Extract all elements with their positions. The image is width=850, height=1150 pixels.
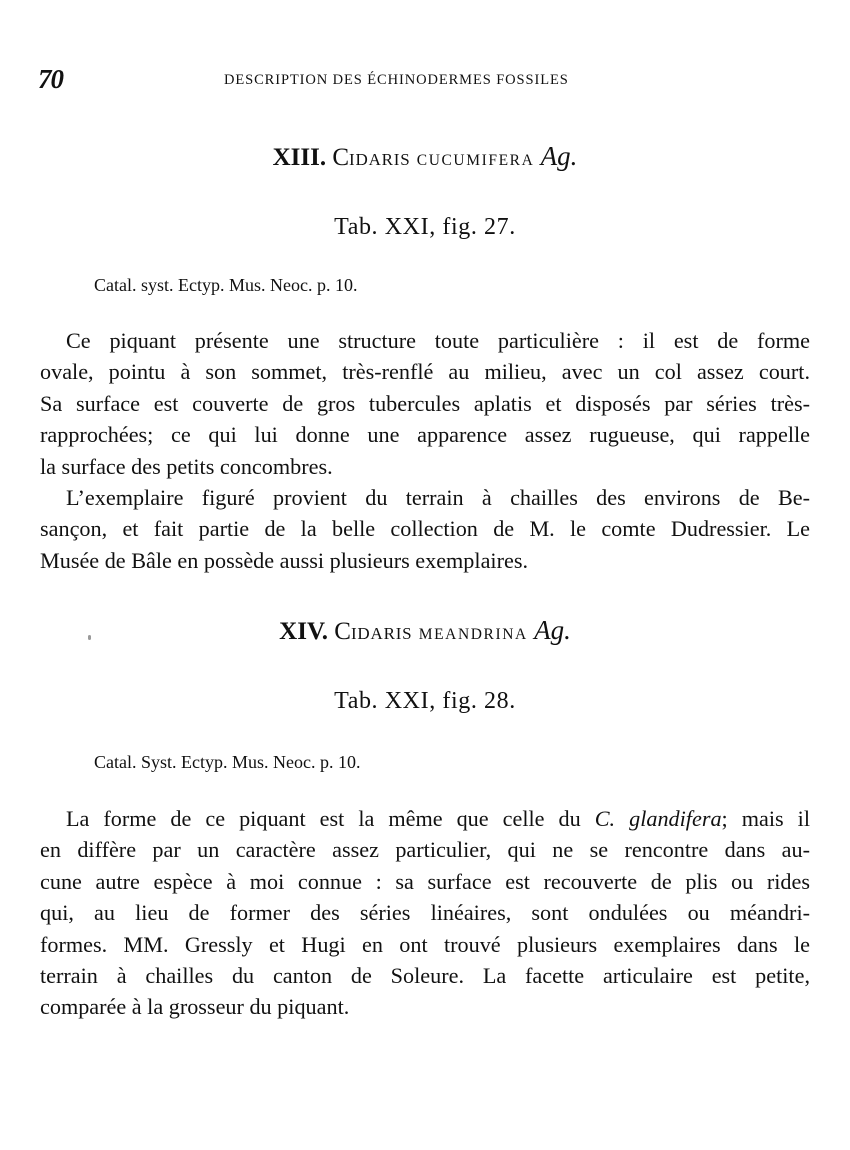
text-line: la surface des petits concombres. [40, 453, 333, 479]
text-line: terrain à chailles du canton de Soleure. La facette articulaire est petite, [40, 963, 810, 989]
genus-name: CIDARIS [332, 144, 411, 171]
text-line: L’exemplaire figuré provient du terrain à chailles des environs de Be- [66, 485, 810, 510]
catalogue-reference: Catal. syst. Ectyp. Mus. Neoc. p. 10. [94, 275, 358, 295]
text-line: en diffère par un caractère assez particulier, qui ne se rencontre dans au- [40, 837, 810, 863]
section-heading-xiii [0, 141, 850, 172]
text-line: Ce piquant présente une structure toute particulière : il est de forme [66, 328, 810, 353]
paragraph-provenance [40, 482, 810, 576]
text-line: La forme de ce piquant est la même que celle du C. glandifera; mais il [66, 806, 810, 831]
author-abbrev: Ag. [540, 141, 578, 171]
genus-name: CIDARIS [334, 618, 413, 645]
text-line: ovale, pointu à son sommet, très-renflé au milieu, avec un col assez court. [40, 359, 810, 385]
text-line: comparée à la grosseur du piquant. [40, 994, 350, 1020]
text-line: cune autre espèce à moi connue : sa surface est recouverte de plis ou rides [40, 868, 810, 894]
section-numeral: XIII. [272, 144, 327, 171]
running-title: DESCRIPTION DES ÉCHINODERMES FOSSILES [224, 72, 569, 88]
author-abbrev: Ag. [534, 615, 571, 645]
plate-reference: Tab. XXI, fig. 27. [334, 214, 516, 240]
text-line: sançon, et fait partie de la belle collection de M. le comte Dudressier. Le [40, 516, 810, 542]
paragraph-description [40, 803, 810, 1023]
species-citation: C. glandifera [594, 806, 722, 831]
text-line: rapprochées; ce qui lui donne une apparence assez rugueuse, qui rappelle [40, 422, 810, 448]
catalogue-reference: Catal. Syst. Ectyp. Mus. Neoc. p. 10. [94, 752, 361, 772]
section-heading-xiv [0, 615, 850, 646]
section-numeral: XIV. [279, 618, 329, 645]
species-name: CUCUMIFERA [416, 152, 535, 169]
page-number: 70 [38, 64, 63, 94]
text-line: qui, au lieu de former des séries linéaires, sont ondulées ou méandri- [40, 900, 810, 926]
text-line: Musée de Bâle en possède aussi plusieurs exemplaires. [40, 547, 528, 573]
plate-reference: Tab. XXI, fig. 28. [334, 688, 516, 714]
species-name: MEANDRINA [418, 626, 528, 643]
paragraph-description [40, 325, 810, 482]
running-head [38, 64, 638, 98]
text-line: Sa surface est couverte de gros tubercules aplatis et disposés par séries très- [40, 390, 810, 416]
text-line: formes. MM. Gressly et Hugi en ont trouvé plusieurs exemplaires dans le [40, 931, 810, 957]
